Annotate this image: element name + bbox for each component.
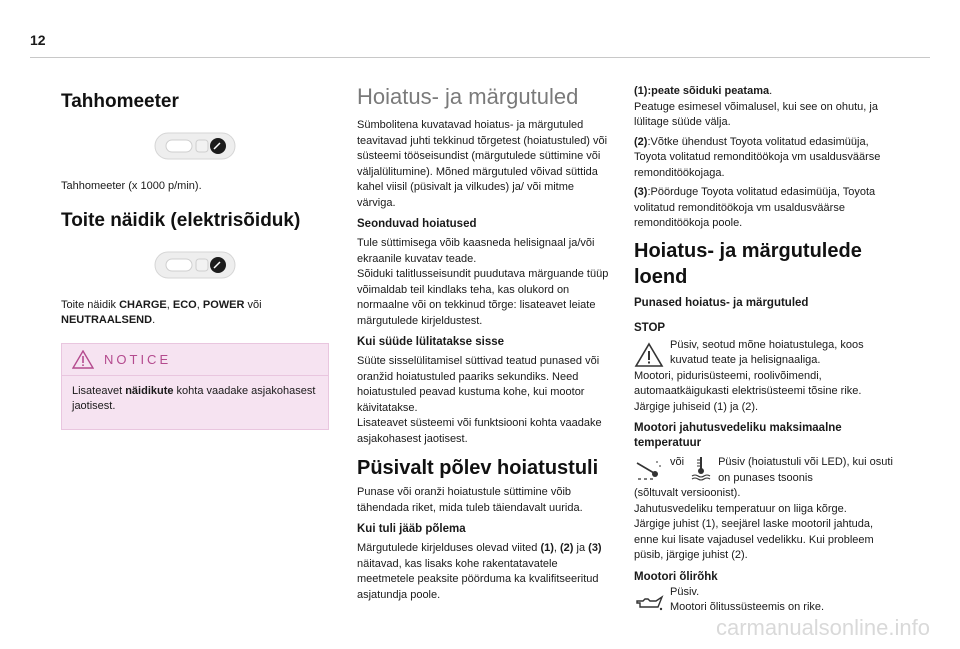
coolant-temp-label: Mootori jahutusvedeliku maksimaalne temperatuur [634,422,842,449]
page-number: 12 [30,32,46,48]
step-1: (1):peate sõiduki peatama. Peatuge esimesel võimalusel, kui see on ohutu, ja lülitage süüde välja. [634,85,878,128]
ignition-text: Süüte sisselülitamisel süttivad teatud punased või oranžid hoiatustuled paariks sekundiks. Need hoiatustuled peavad kustuma kohe, kui mootor käivitatakse. Lisateavet süsteemi või funktsiooni kohta vaadake asjakohasest jaotisest. [357,355,602,445]
heading-steady-warning: Püsivalt põlev hoiatustuli [357,457,599,479]
heading-warning-lights: Hoiatus- ja märgutuled [357,84,579,109]
oil-text: Püsiv. Mootori õlitussüsteemis on rike. [670,585,825,613]
header-divider [30,57,930,58]
dashboard-icon [154,131,236,161]
heading-light-stays-on: Kui tuli jääb põlema [357,523,466,535]
warning-triangle-icon [72,350,94,369]
notice-box [61,343,329,430]
heading-red-lights: Punased hoiatus- ja märgutuled [634,296,809,309]
column-left [61,84,329,430]
heading-ignition-on: Kui süüde lülitatakse sisse [357,336,505,348]
column-right [634,84,896,616]
coolant-entry [634,455,896,486]
heading-lights-list: Hoiatus- ja märgutulede loend [634,239,862,288]
notice-text: Lisateavet näidikute kohta vaadake asjakohasest jaotisest. [72,384,316,412]
dashboard-power-illustration [61,250,329,280]
heading-associated-warnings: Seonduvad hoiatused [357,218,477,230]
heading-tachometer: Tahhomeeter [61,91,179,112]
stop-entry [634,338,896,369]
stop-text: Püsiv, seotud mõne hoiatustulega, koos kuvatud teate ja helisignaaliga. [670,338,864,366]
coolant-text-2: (sõltuvalt versioonist). Jahutusvedeliku temperatuur on liiga kõrge. Järgige juhist (1), seejärel laske mootoril jahtuda, enne kui lisate vajadusel vedelikku. Kui probleem püsib, järgige juhist (2). [634,487,874,561]
watermark: carmanualsonline.info [715,615,930,640]
notice-header [62,344,328,376]
dashboard-tacho-illustration [61,131,329,161]
remains-text: Märgutulede kirjelduses olevad viited (1), (2) ja (3) näitavad, kas lisaks kohe rakentatavatele meetmetele peaksite pöörduma ka kvalifitseeritud asjatundja poole. [357,542,602,601]
step-3: (3):Pöörduge Toyota volitatud edasimüüja, Toyota volitatud remonditöökoja vm usaldusväärse remonditöökoja poole. [634,186,876,229]
notice-body [62,376,328,429]
stop-label: STOP [634,321,666,334]
coolant-or: või [670,456,685,468]
steady-text: Punase või oranži hoiatustule süttimine võib tähendada riket, mida tuleb täiendavalt uurida. [357,486,583,514]
stop-text-2: Mootori, pidurisüsteemi, roolivõimendi, automaatkäigukasti elektrisüsteemi tõsine rike. Järgige juhiseid (1) ja (2). [634,369,862,413]
column-middle [357,84,614,607]
oil-entry [634,585,896,616]
notice-title: NOTICE [104,351,172,367]
intro-text: Sümbolitena kuvatavad hoiatus- ja märgutuled teavitavad juhti tekkinud tõrgetest (hoiatustuled) või süsteemi tööseisundist (märgutulede süttimine või väljalülitumine). Mõned märgutuled võivad süttida kahel viisil (püsivalt ja vilkudes) ja/ või mitme värviga. [357,119,608,209]
oil-pressure-label: Mootori õlirõhk [634,570,718,583]
power-meter-caption: Toite näidik CHARGE, ECO, POWER või NEUTRAALSEND. [61,298,262,326]
tachometer-caption: Tahhomeeter (x 1000 p/min). [61,180,202,192]
coolant-temperature-icon [634,455,664,483]
stop-warning-icon [634,342,664,368]
coolant-level-icon [690,455,712,481]
coolant-text: Püsiv (hoiatustuli või LED), kui osuti on punases tsoonis [718,456,893,484]
oil-can-icon [634,593,664,613]
dashboard-icon [154,250,236,280]
heading-power-meter: Toite näidik (elektrisõiduk) [61,209,301,231]
associated-text: Tule süttimisega võib kaasneda helisignaal ja/või ekraanile kuvatav teade. Sõiduki talitlusseisundit puudutava märguande tüüp võimaldab teil kindlaks teha, kas olukord on normaalne või on tekkinud tõrge: lisateavet leiate märgutulede kirjeldustest. [357,237,609,327]
step-2: (2):Võtke ühendust Toyota volitatud edasimüüja, Toyota volitatud remonditöökoja vm usaldusväärse remonditöökojaga. [634,135,881,179]
